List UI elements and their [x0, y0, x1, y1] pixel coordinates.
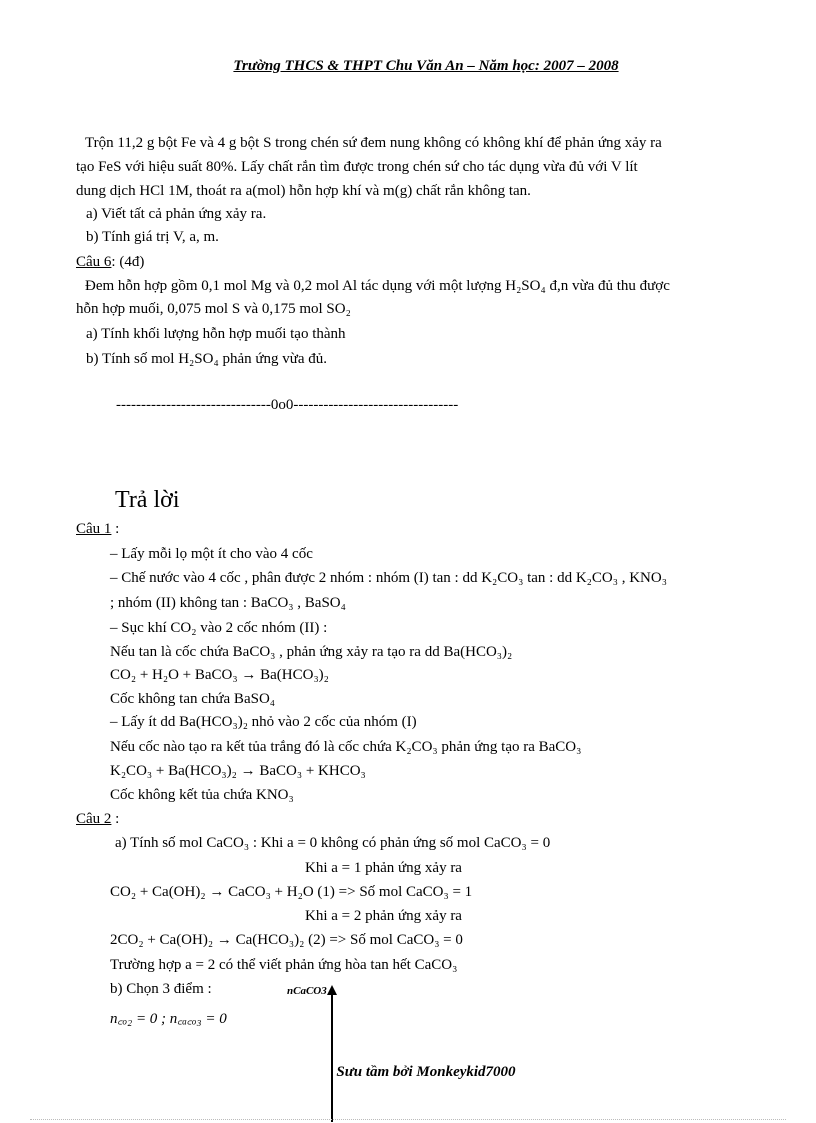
- answer1-line-3: ; nhóm (II) không tan : BaCO₃ , BaSO₄: [110, 595, 346, 611]
- problem6-item-a: a) Tính khối lượng hỗn hợp muối tạo thành: [86, 326, 346, 342]
- answer1-line-5: Nếu tan là cốc chứa BaCO₃ , phản ứng xảy ra tạo ra dd Ba(HCO₃)₂: [110, 644, 513, 660]
- problem6-line-1: Đem hỗn hợp gồm 0,1 mol Mg và 0,2 mol Al tác dụng với một lượng H₂SO₄ đ,n vừa đủ thu được: [85, 278, 670, 294]
- problem5-item-a: a) Viết tất cả phản ứng xảy ra.: [86, 206, 267, 222]
- chart-y-axis-label: nCaCO3: [287, 985, 327, 997]
- answer1-colon: :: [111, 521, 120, 537]
- chart-y-axis: [331, 992, 333, 1122]
- answer1-line-2: – Chế nước vào 4 cốc , phân được 2 nhóm : nhóm (I) tan : dd K₂CO₃ tan : dd K₂CO₃ , KNO₃: [110, 570, 667, 586]
- answer2-heading: [76, 810, 119, 828]
- answer2-line-a1: Khi a = 1 phản ứng xảy ra: [305, 860, 462, 876]
- answer1-line-8: – Lấy ít dd Ba(HCO₃)₂ nhỏ vào 2 cốc của nhóm (I): [110, 714, 417, 730]
- answer-title: Trả lời: [115, 487, 180, 513]
- answer1-equation-1: CO₂ + H₂O + BaCO₃ → Ba(HCO₃)₂: [110, 667, 329, 683]
- answer1-line-1: – Lấy mỗi lọ một ít cho vào 4 cốc: [110, 546, 313, 562]
- page-bottom-divider: [30, 1119, 786, 1120]
- answer2-label: Câu 2: [76, 811, 112, 827]
- problem5-line-2: tạo FeS với hiệu suất 80%. Lấy chất rắn tìm được trong chén sứ cho tác dụng vừa đủ với V lít: [76, 159, 638, 175]
- separator: -------------------------------0o0---------------------------------: [116, 397, 459, 413]
- footer-credit: Sưu tầm bởi Monkeykid7000: [336, 1064, 516, 1080]
- answer2-equation-2: 2CO₂ + Ca(OH)₂ → Ca(HCO₃)₂ (2) => Số mol CaCO₃ = 0: [110, 932, 463, 948]
- problem6-heading: [76, 253, 144, 271]
- answer2-colon: :: [111, 811, 120, 827]
- answer2-points: n꜀ₒ₂ = 0 ; n꜀ₐ꜀ₒ₃ = 0: [110, 1011, 227, 1027]
- problem5-line-1: Trộn 11,2 g bột Fe và 4 g bột S trong chén sứ đem nung không có không khí để phản ứng xảy ra: [85, 135, 662, 151]
- answer1-line-7: Cốc không tan chứa BaSO₄: [110, 691, 275, 707]
- answer1-line-9: Nếu cốc nào tạo ra kết tủa trắng đó là cốc chứa K₂CO₃ phản ứng tạo ra BaCO₃: [110, 739, 582, 755]
- answer1-line-11: Cốc không kết tủa chứa KNO₃: [110, 787, 294, 803]
- problem6-points: : (4đ): [111, 254, 145, 270]
- answer2-equation-1: CO₂ + Ca(OH)₂ → CaCO₃ + H₂O (1) => Số mol CaCO₃ = 1: [110, 884, 473, 900]
- problem6-line-2: hỗn hợp muối, 0,075 mol S và 0,175 mol SO₂: [76, 301, 351, 317]
- answer2-note: Trường hợp a = 2 có thể viết phản ứng hòa tan hết CaCO₃: [110, 957, 458, 973]
- problem6-label: Câu 6: [76, 254, 112, 270]
- page-header: Trường THCS & THPT Chu Văn An – Năm học: 2007 – 2008: [233, 58, 619, 74]
- answer2-line-a2: Khi a = 2 phản ứng xảy ra: [305, 908, 462, 924]
- answer1-line-4: – Sục khí CO₂ vào 2 cốc nhóm (II) :: [110, 620, 328, 636]
- problem5-item-b: b) Tính giá trị V, a, m.: [86, 229, 219, 245]
- answer2-line-b: b) Chọn 3 điểm :: [110, 981, 212, 997]
- answer1-heading: [76, 520, 119, 538]
- answer1-equation-2: K₂CO₃ + Ba(HCO₃)₂ → BaCO₃ + KHCO₃: [110, 763, 366, 779]
- problem6-item-b: b) Tính số mol H₂SO₄ phản ứng vừa đủ.: [86, 351, 328, 367]
- answer1-label: Câu 1: [76, 521, 112, 537]
- problem5-line-3: dung dịch HCl 1M, thoát ra a(mol) hỗn hợp khí và m(g) chất rắn không tan.: [76, 183, 531, 199]
- answer2-line-a: a) Tính số mol CaCO₃ : Khi a = 0 không có phản ứng số mol CaCO₃ = 0: [115, 835, 551, 851]
